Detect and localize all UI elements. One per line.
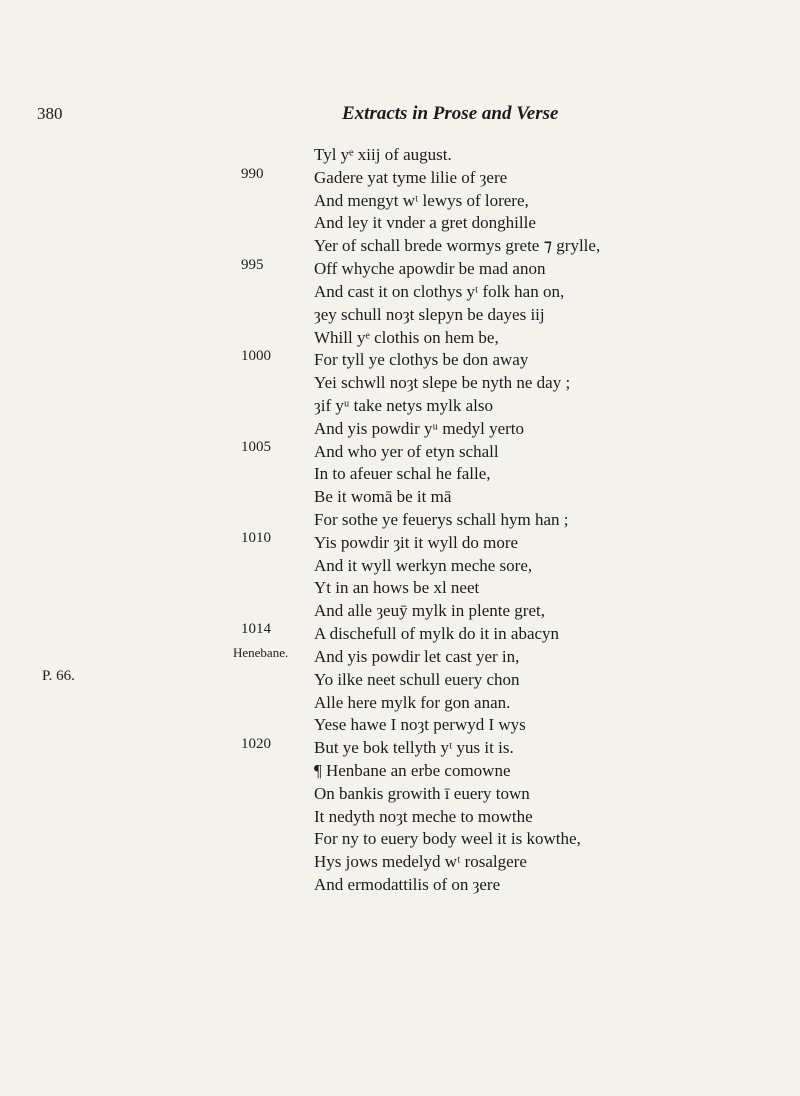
verse-line: ¶ Henbane an erbe comowne	[314, 760, 511, 780]
verse-line: Tyl yᵉ xiij of august.	[314, 145, 452, 164]
verse-line: And yis powdir yᵘ medyl yerto	[314, 418, 525, 438]
verse-line: And it wyll werkyn meche sore,	[314, 555, 533, 575]
verse-line: Yer of schall brede wormys grete ⁊ grylle,	[314, 236, 601, 256]
verse-line: Yis powdir ȝit it wyll do more	[314, 532, 519, 552]
verse-line: ȝey schull noȝt slepyn be dayes iij	[314, 304, 545, 324]
verse-line: ȝif yᵘ take netys mylk also	[314, 395, 493, 415]
verse-line: Yei schwll noȝt slepe be nyth ne day ;	[314, 373, 571, 393]
line-number-1005: 1005	[241, 439, 271, 455]
verse-line: Off whyche apowdir be mad anon	[314, 259, 546, 279]
verse-line: Yo ilke neet schull euery chon	[314, 669, 520, 689]
verse-line: And cast it on clothys yᵗ folk han on,	[314, 281, 565, 301]
verse-line: Gadere yat tyme lilie of ȝere	[314, 167, 508, 187]
verse-line: And yis powdir let cast yer in,	[314, 646, 520, 666]
verse-line: And who yer of etyn schall	[314, 441, 499, 461]
side-note-henebane: Henebane.	[233, 645, 289, 660]
verse-line: Hys jows medelyd wᵗ rosalgere	[314, 852, 527, 872]
verse-line: For sothe ye feuerys schall hym han ;	[314, 510, 569, 529]
verse-line: In to afeuer schal he falle,	[314, 464, 491, 484]
running-title: Extracts in Prose and Verse	[342, 103, 559, 124]
line-number-1000: 1000	[241, 348, 271, 364]
verse-line: Alle here mylk for gon anan.	[314, 692, 511, 712]
verse-line: Be it womā be it mā	[314, 487, 452, 507]
verse-line: And ermodattilis of on ȝere	[314, 875, 501, 894]
verse-line: Yese hawe I noȝt perwyd I wys	[314, 715, 526, 735]
line-number-990: 990	[241, 166, 264, 182]
verse-line: On bankis growith ī euery town	[314, 783, 530, 803]
verse-line: And mengyt wᵗ lewys of lorere,	[314, 190, 529, 210]
line-number-1010: 1010	[241, 530, 271, 546]
verse-line: And alle ȝeuȳ mylk in plente gret,	[314, 601, 545, 621]
verse-line: For ny to euery body weel it is kowthe,	[314, 829, 581, 849]
page-reference: P. 66.	[42, 668, 75, 684]
verse-line: Yt in an hows be xl neet	[314, 578, 480, 598]
page-number: 380	[37, 104, 63, 123]
verse-text	[314, 144, 600, 897]
line-number-1020: 1020	[241, 736, 271, 752]
line-number-995: 995	[241, 257, 264, 273]
verse-line: For tyll ye clothys be don away	[314, 350, 529, 370]
verse-line: But ye bok tellyth yᵗ yus it is.	[314, 738, 514, 758]
verse-line: It nedyth noȝt meche to mowthe	[314, 806, 533, 826]
verse-line: And ley it vnder a gret donghille	[314, 213, 536, 233]
verse-line: Whill yᵉ clothis on hem be,	[314, 327, 499, 347]
line-number-1014: 1014	[241, 621, 271, 637]
verse-line: A dischefull of mylk do it in abacyn	[314, 624, 560, 644]
